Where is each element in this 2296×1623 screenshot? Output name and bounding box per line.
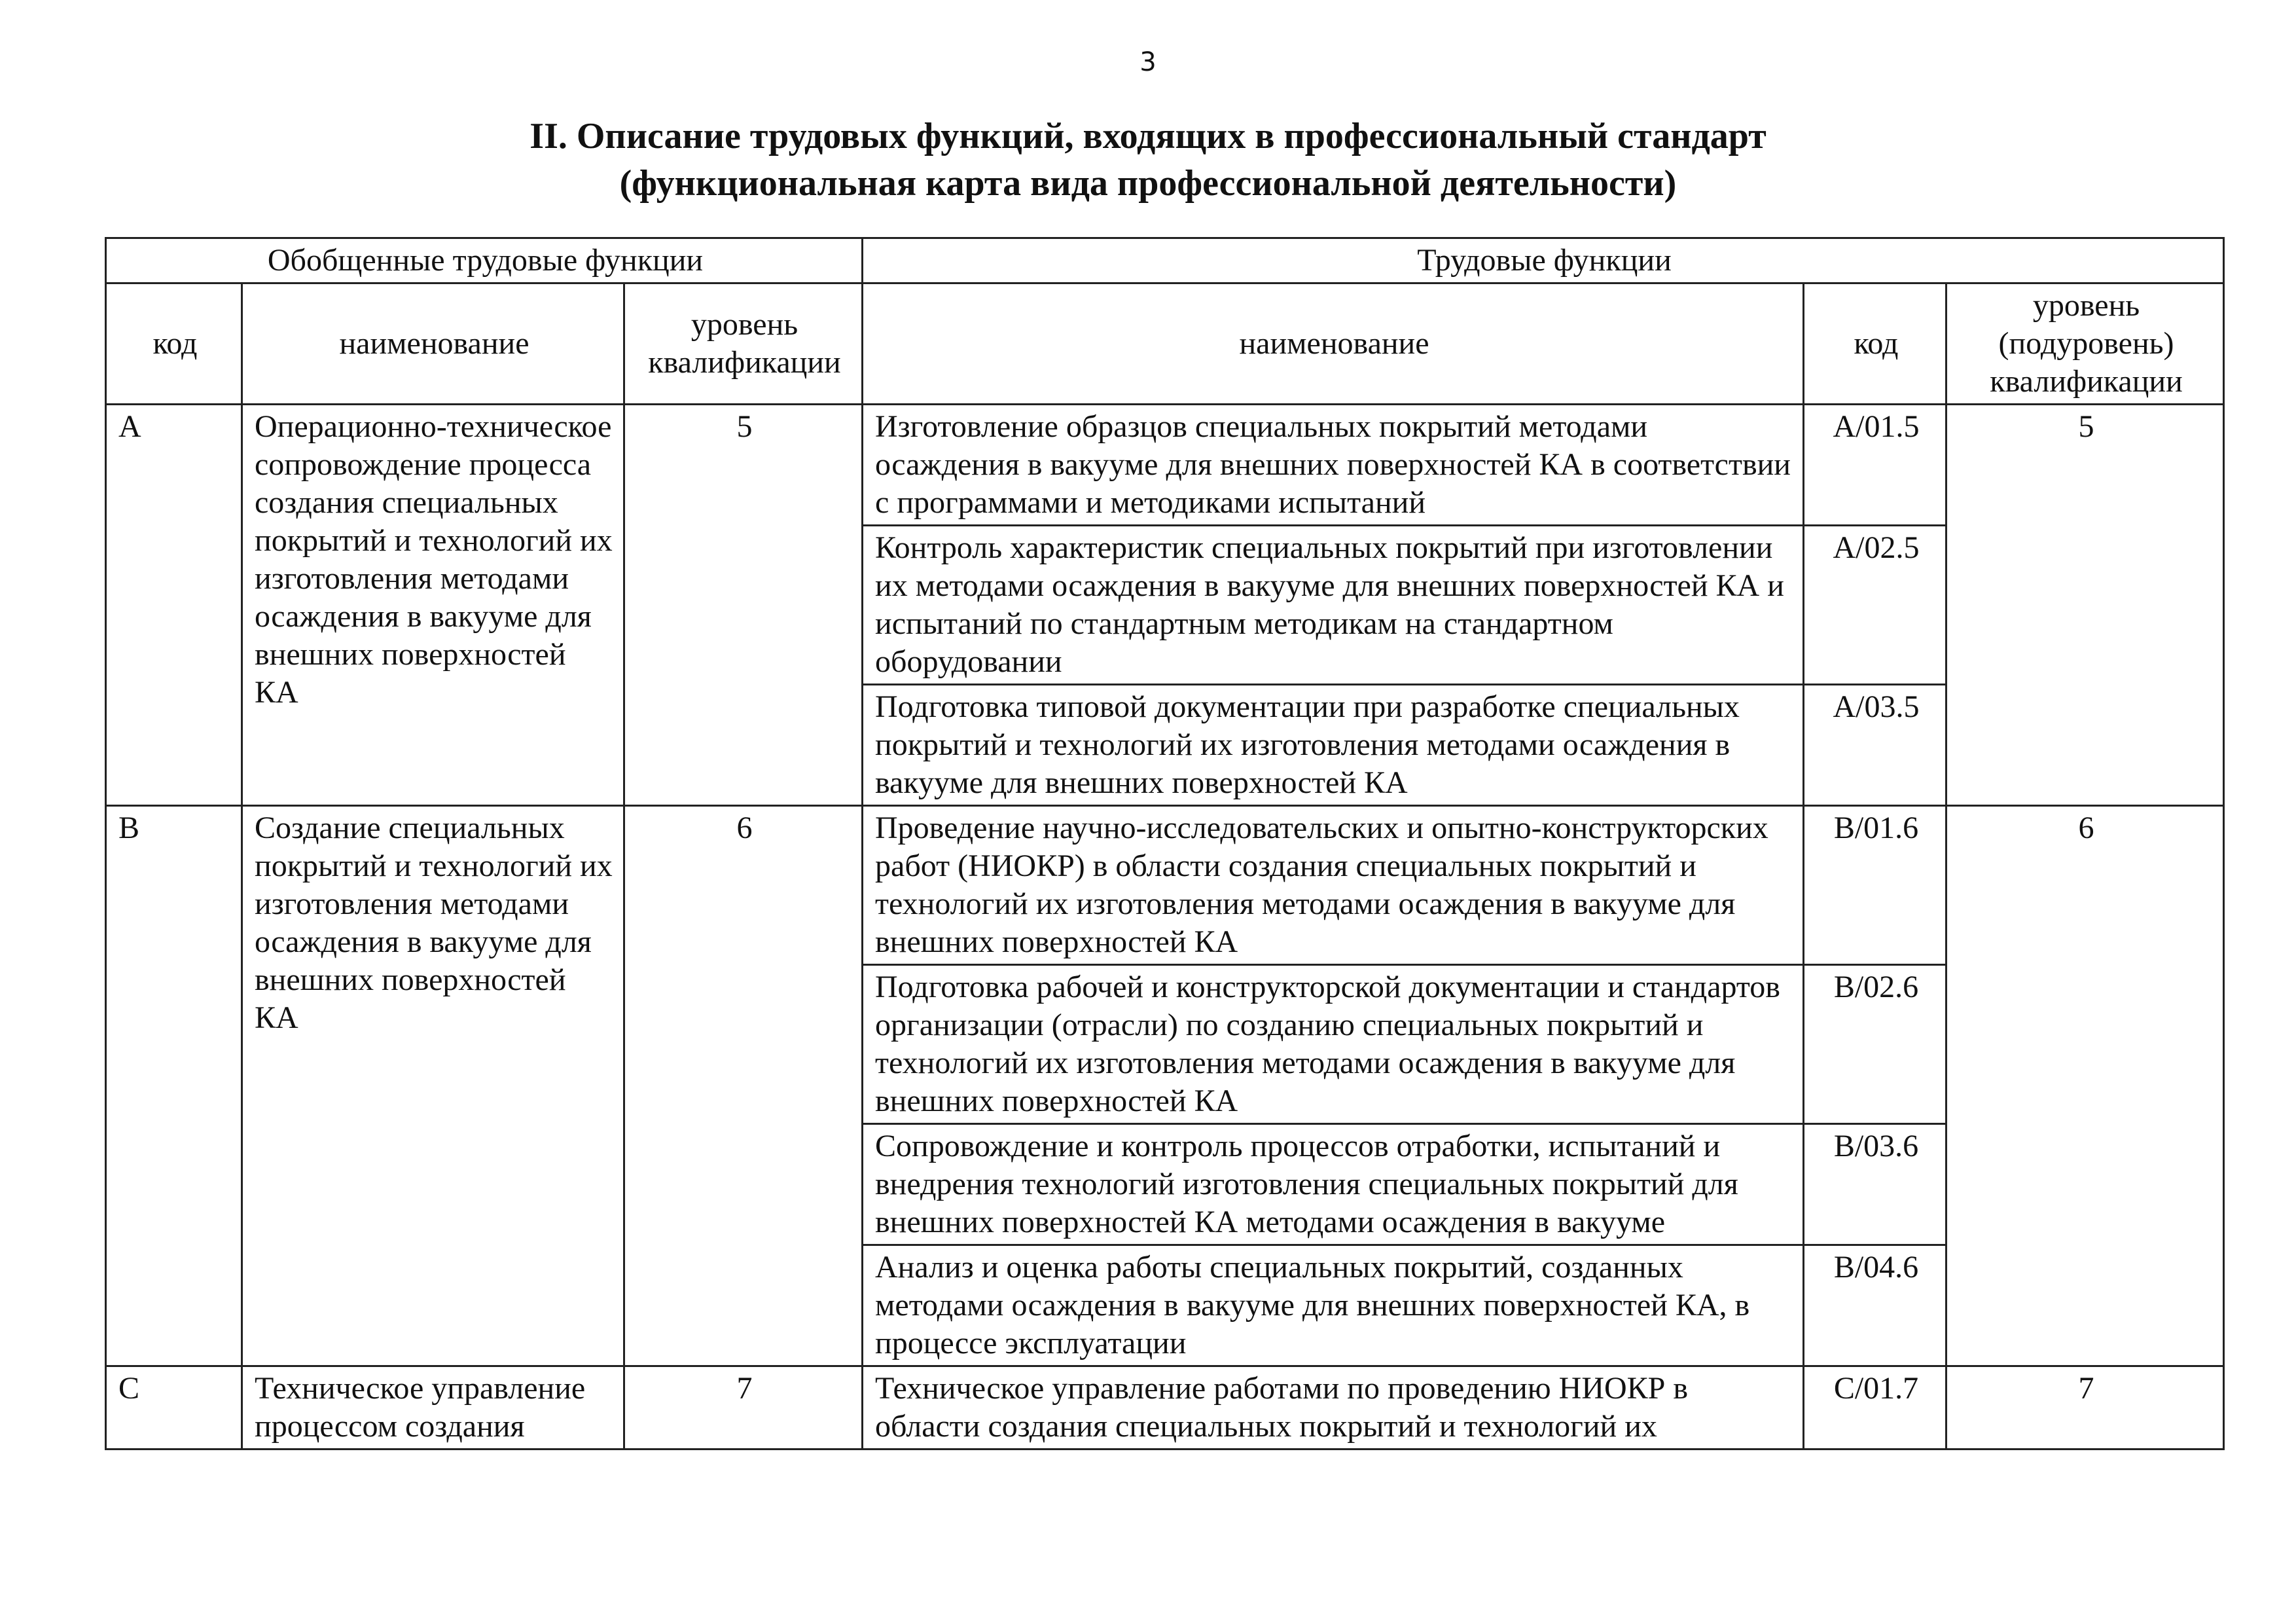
page-number: 3 (1139, 47, 1157, 77)
group-level: 5 (624, 405, 863, 806)
function-name: Анализ и оценка работы специальных покрытий, созданных методами осаждения в вакууме для внешних поверхностей КА, в процессе эксплуатации (863, 1245, 1804, 1366)
group-code: C (106, 1366, 242, 1450)
function-name: Техническое управление работами по проведению НИОКР в области создания специальных покрытий и технологий их (863, 1366, 1804, 1450)
function-code: B/03.6 (1804, 1124, 1946, 1245)
function-code: C/01.7 (1804, 1366, 1946, 1450)
heading-line-1: II. Описание трудовых функций, входящих в профессиональный стандарт (529, 116, 1767, 156)
function-code: B/02.6 (1804, 965, 1946, 1124)
group-name: Техническое управление процессом создания (242, 1366, 624, 1450)
table-row (106, 806, 2224, 965)
function-code: B/01.6 (1804, 806, 1946, 965)
col-header-name: наименование (242, 283, 624, 405)
group-level: 7 (624, 1366, 863, 1450)
col-header-function-name: наименование (863, 283, 1804, 405)
group-code: A (106, 405, 242, 806)
function-name: Проведение научно-исследовательских и опытно-конструкторских работ (НИОКР) в области создания специальных покрытий и технологий их изготовления методами осаждения в вакууме для внешних поверхностей КА (863, 806, 1804, 965)
col-header-code: код (106, 283, 242, 405)
function-level: 7 (1946, 1366, 2224, 1450)
function-name: Подготовка рабочей и конструкторской документации и стандартов организации (отрасли) по созданию специальных покрытий и технологий их изготовления методами осаждения в вакууме для внешних поверхностей КА (863, 965, 1804, 1124)
function-name: Подготовка типовой документации при разработке специальных покрытий и технологий их изготовления методами осаждения в вакууме для внешних поверхностей КА (863, 685, 1804, 806)
header-labor-functions: Трудовые функции (863, 238, 2224, 283)
table-row (106, 1366, 2224, 1450)
function-level: 6 (1946, 806, 2224, 1366)
function-code: A/03.5 (1804, 685, 1946, 806)
table-row (106, 405, 2224, 526)
section-heading (0, 113, 2296, 207)
group-name: Операционно-техническое сопровождение процесса создания специальных покрытий и технологий их изготовления методами осаждения в вакууме для внешних поверхностей КА (242, 405, 624, 806)
group-level: 6 (624, 806, 863, 1366)
header-generalized-functions: Обобщенные трудовые функции (106, 238, 863, 283)
function-code: A/02.5 (1804, 526, 1946, 685)
heading-line-2: (функциональная карта вида профессиональной деятельности) (619, 163, 1677, 204)
col-header-function-level: уровень (подуровень) квалификации (1946, 283, 2224, 405)
function-code: B/04.6 (1804, 1245, 1946, 1366)
function-name: Изготовление образцов специальных покрытий методами осаждения в вакууме для внешних поверхностей КА в соответствии с программами и методиками испытаний (863, 405, 1804, 526)
function-code: A/01.5 (1804, 405, 1946, 526)
group-code: B (106, 806, 242, 1366)
function-name: Контроль характеристик специальных покрытий при изготовлении их методами осаждения в вакууме для внешних поверхностей КА и испытаний по стандартным методикам на стандартном оборудовании (863, 526, 1804, 685)
group-name: Создание специальных покрытий и технологий их изготовления методами осаждения в вакууме для внешних поверхностей КА (242, 806, 624, 1366)
col-header-level: уровень квалификации (624, 283, 863, 405)
functional-map-table (105, 237, 2225, 1450)
col-header-function-code: код (1804, 283, 1946, 405)
function-level: 5 (1946, 405, 2224, 806)
function-name: Сопровождение и контроль процессов отработки, испытаний и внедрения технологий изготовления специальных покрытий для внешних поверхностей КА методами осаждения в вакууме (863, 1124, 1804, 1245)
